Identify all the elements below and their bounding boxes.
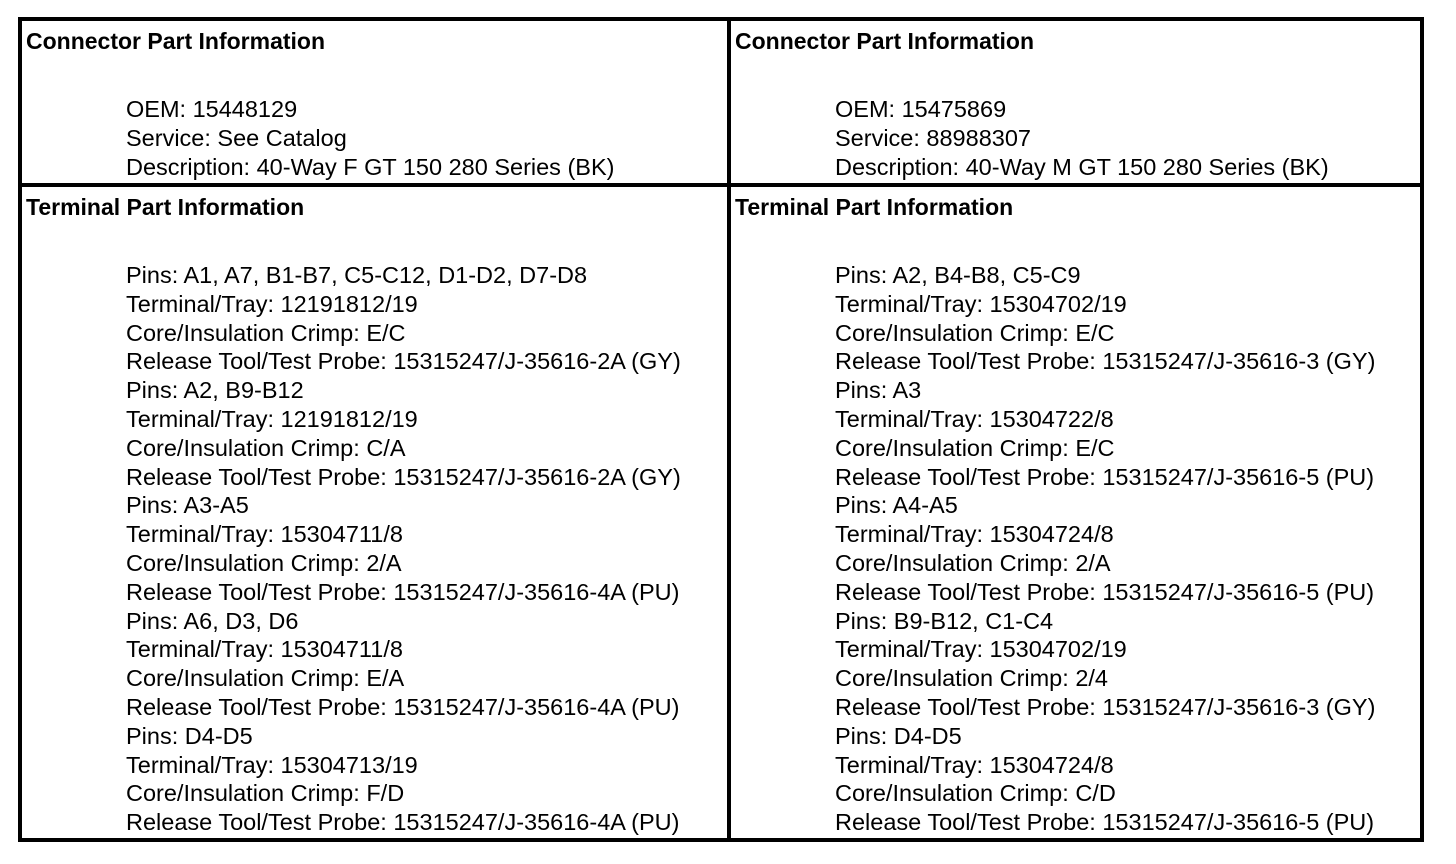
terminal-line: Release Tool/Test Probe: 15315247/J-35616-3 (GY) [835, 693, 1376, 720]
terminal-lines [835, 261, 1375, 837]
terminal-line: Pins: B9-B12, C1-C4 [835, 607, 1054, 634]
terminal-line: Core/Insulation Crimp: C/D [835, 780, 1116, 807]
terminal-line: Terminal/Tray: 12191812/19 [126, 405, 418, 432]
terminal-line: Core/Insulation Crimp: F/D [126, 780, 405, 807]
terminal-heading: Terminal Part Information [26, 194, 305, 220]
terminal-line: Terminal/Tray: 15304711/8 [126, 636, 403, 663]
terminal-line: Pins: A3-A5 [126, 492, 249, 519]
terminal-line: Core/Insulation Crimp: 2/A [835, 549, 1111, 576]
terminal-line: Pins: D4-D5 [835, 722, 962, 749]
terminal-line: Pins: A1, A7, B1-B7, C5-C12, D1-D2, D7-D8 [126, 262, 588, 288]
terminal-line: Core/Insulation Crimp: E/C [835, 434, 1115, 461]
terminal-line: Terminal/Tray: 15304711/8 [126, 521, 403, 548]
terminal-cell-right [731, 187, 1424, 842]
connector-service: Service: 88988307 [835, 124, 1031, 151]
terminal-line: Pins: A3 [835, 377, 922, 404]
terminal-line: Terminal/Tray: 15304702/19 [835, 290, 1127, 317]
terminal-line: Core/Insulation Crimp: E/A [126, 665, 405, 692]
terminal-line: Terminal/Tray: 15304702/19 [835, 636, 1127, 663]
connector-lines [835, 95, 1329, 181]
connector-heading: Connector Part Information [735, 28, 1035, 54]
terminal-line: Terminal/Tray: 15304724/8 [835, 521, 1114, 548]
terminal-line: Release Tool/Test Probe: 15315247/J-35616-3 (GY) [835, 348, 1376, 375]
connector-cell-right [731, 21, 1424, 183]
connector-heading: Connector Part Information [26, 28, 326, 54]
terminal-line: Pins: A2, B9-B12 [126, 377, 304, 404]
connector-description: Description: 40-Way F GT 150 280 Series (BK) [126, 153, 615, 180]
terminal-line: Terminal/Tray: 15304713/19 [126, 751, 418, 778]
terminal-line: Release Tool/Test Probe: 15315247/J-35616-5 (PU) [835, 463, 1375, 490]
terminal-line: Pins: A2, B4-B8, C5-C9 [835, 262, 1081, 288]
terminal-line: Pins: A6, D3, D6 [126, 607, 299, 634]
terminal-line: Release Tool/Test Probe: 15315247/J-35616-4A (PU) [126, 578, 680, 605]
terminal-line: Release Tool/Test Probe: 15315247/J-35616-2A (GY) [126, 348, 681, 375]
connector-service: Service: See Catalog [126, 124, 347, 151]
terminal-line: Core/Insulation Crimp: 2/A [126, 549, 402, 576]
terminal-line: Core/Insulation Crimp: 2/4 [835, 665, 1108, 692]
connector-lines [126, 95, 614, 181]
connector-oem: OEM: 15475869 [835, 96, 1007, 122]
terminal-line: Terminal/Tray: 15304722/8 [835, 405, 1114, 432]
terminal-line: Pins: D4-D5 [126, 722, 253, 749]
terminal-line: Release Tool/Test Probe: 15315247/J-35616-5 (PU) [835, 809, 1375, 836]
connector-cell-left [22, 21, 727, 183]
terminal-lines [126, 261, 681, 837]
terminal-line: Terminal/Tray: 12191812/19 [126, 290, 418, 317]
part-info-table [18, 17, 1424, 842]
terminal-line: Terminal/Tray: 15304724/8 [835, 751, 1114, 778]
terminal-line: Release Tool/Test Probe: 15315247/J-35616-2A (GY) [126, 463, 681, 490]
connector-description: Description: 40-Way M GT 150 280 Series (BK) [835, 153, 1329, 180]
terminal-line: Release Tool/Test Probe: 15315247/J-35616-5 (PU) [835, 578, 1375, 605]
terminal-line: Core/Insulation Crimp: C/A [126, 434, 406, 461]
terminal-line: Core/Insulation Crimp: E/C [126, 319, 406, 346]
terminal-line: Pins: A4-A5 [835, 492, 958, 519]
terminal-line: Release Tool/Test Probe: 15315247/J-35616-4A (PU) [126, 809, 680, 836]
terminal-line: Core/Insulation Crimp: E/C [835, 319, 1115, 346]
terminal-line: Release Tool/Test Probe: 15315247/J-35616-4A (PU) [126, 693, 680, 720]
terminal-heading: Terminal Part Information [735, 194, 1014, 220]
connector-oem: OEM: 15448129 [126, 96, 298, 122]
terminal-cell-left [22, 187, 727, 842]
